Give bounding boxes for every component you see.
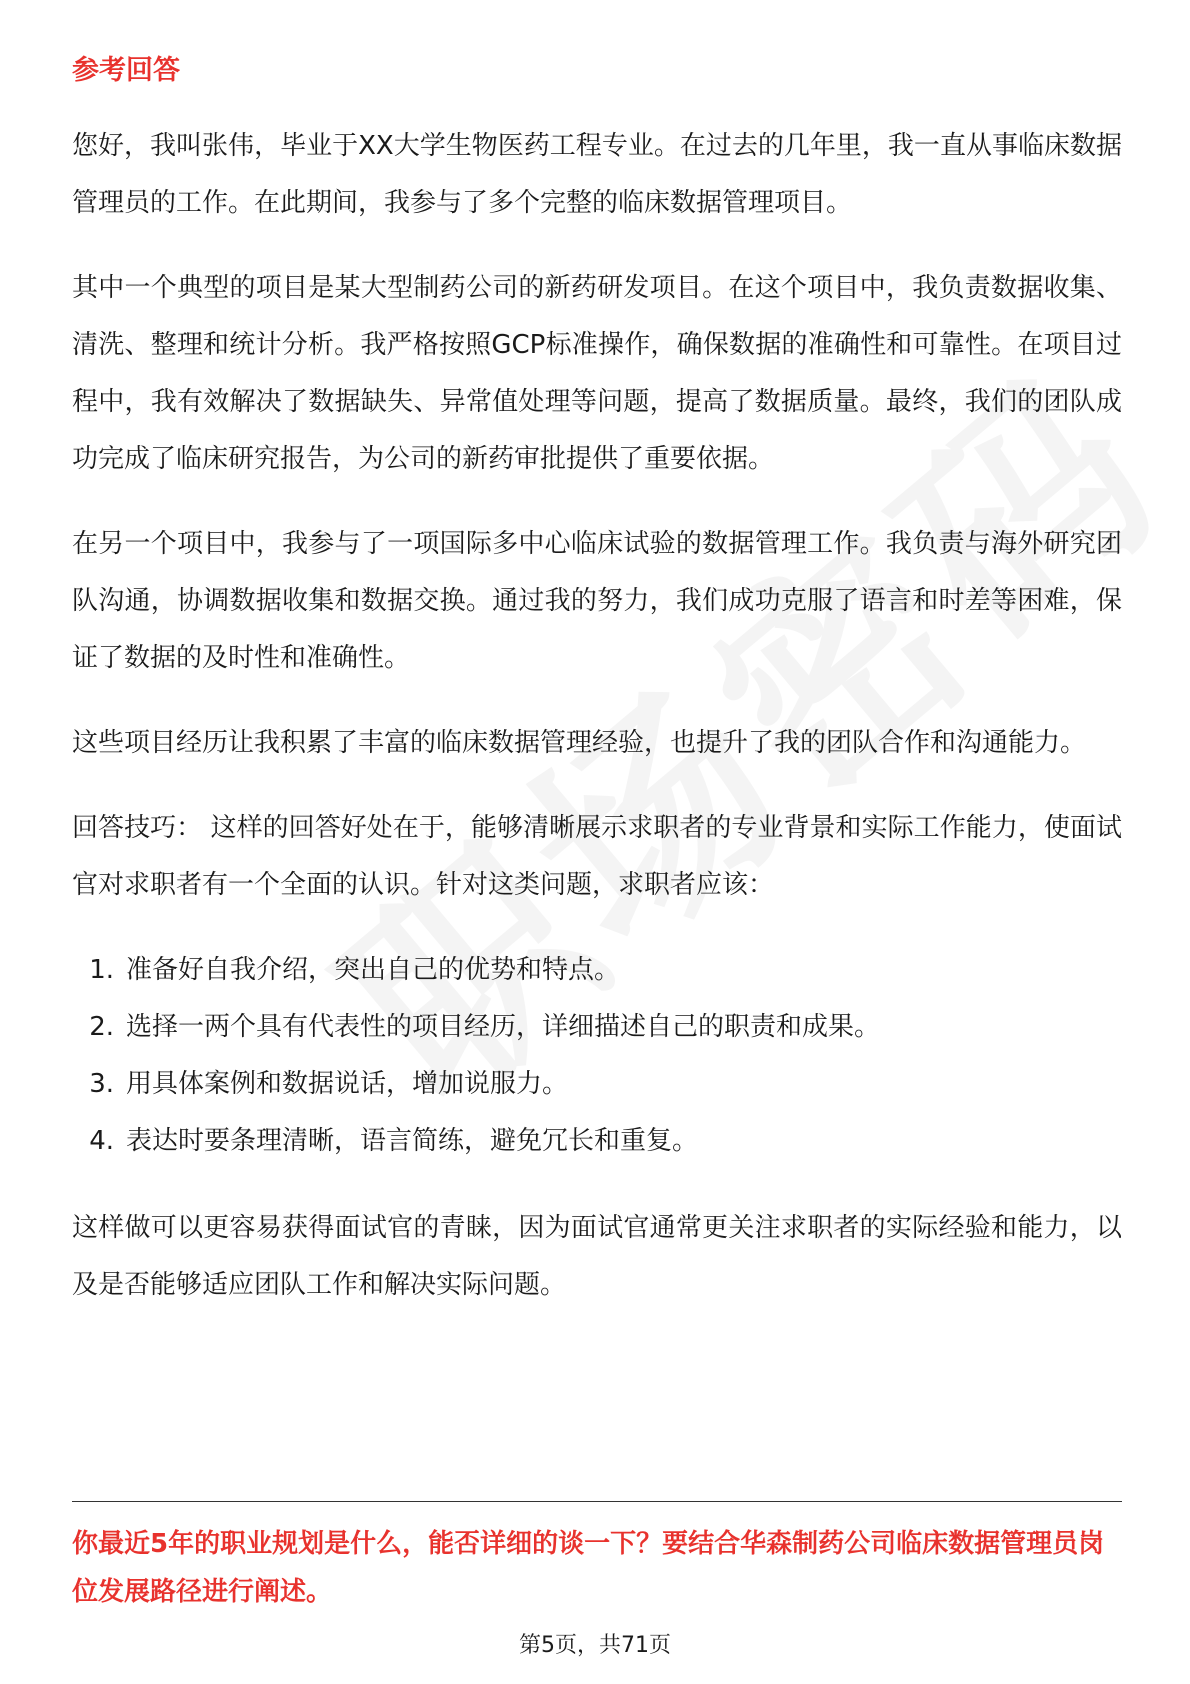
list-item-text: 准备好自我介绍，突出自己的优势和特点。: [126, 955, 621, 985]
list-item-text: 表达时要条理清晰，语言简练，避免冗长和重复。: [126, 1126, 699, 1156]
list-item: [72, 1056, 1122, 1113]
answer-content: [72, 118, 1122, 1342]
list-item: [72, 942, 1122, 999]
section-divider: [72, 1501, 1122, 1502]
list-item-number: 2.: [89, 1012, 114, 1042]
list-item-text: 选择一两个具有代表性的项目经历，详细描述自己的职责和成果。: [126, 1012, 881, 1042]
section-title: 参考回答: [72, 55, 180, 86]
next-question-heading: 你最近5年的职业规划是什么，能否详细的谈一下？要结合华森制药公司临床数据管理员岗位发展路径进行阐述。: [72, 1529, 1105, 1607]
list-item-text: 用具体案例和数据说话，增加说服力。: [126, 1069, 569, 1099]
list-item-number: 1.: [89, 955, 114, 985]
paragraph-project-2: 在另一个项目中，我参与了一项国际多中心临床试验的数据管理工作。我负责与海外研究团队沟通，协调数据收集和数据交换。通过我的努力，我们成功克服了语言和时差等困难，保证了数据的及时性和准确性。: [72, 529, 1122, 673]
page-number: 第5页，共71页: [519, 1633, 671, 1658]
paragraph-intro: 您好，我叫张伟，毕业于XX大学生物医药工程专业。在过去的几年里，我一直从事临床数据管理员的工作。在此期间，我参与了多个完整的临床数据管理项目。: [72, 131, 1122, 218]
list-item: [72, 999, 1122, 1056]
tips-list: [72, 942, 1122, 1170]
paragraph-project-1: 其中一个典型的项目是某大型制药公司的新药研发项目。在这个项目中，我负责数据收集、清洗、整理和统计分析。我严格按照GCP标准操作，确保数据的准确性和可靠性。在项目过程中，我有效解决了数据缺失、异常值处理等问题，提高了数据质量。最终，我们的团队成功完成了临床研究报告，为公司的新药审批提供了重要依据。: [72, 273, 1122, 474]
list-item-number: 4.: [89, 1126, 114, 1156]
list-item: [72, 1113, 1122, 1170]
list-item-number: 3.: [89, 1069, 114, 1099]
paragraph-closing: 这样做可以更容易获得面试官的青睐，因为面试官通常更关注求职者的实际经验和能力，以及是否能够适应团队工作和解决实际问题。: [72, 1213, 1122, 1300]
paragraph-tips-intro: 回答技巧： 这样的回答好处在于，能够清晰展示求职者的专业背景和实际工作能力，使面试官对求职者有一个全面的认识。针对这类问题，求职者应该：: [72, 813, 1122, 900]
paragraph-summary: 这些项目经历让我积累了丰富的临床数据管理经验，也提升了我的团队合作和沟通能力。: [72, 728, 1087, 758]
